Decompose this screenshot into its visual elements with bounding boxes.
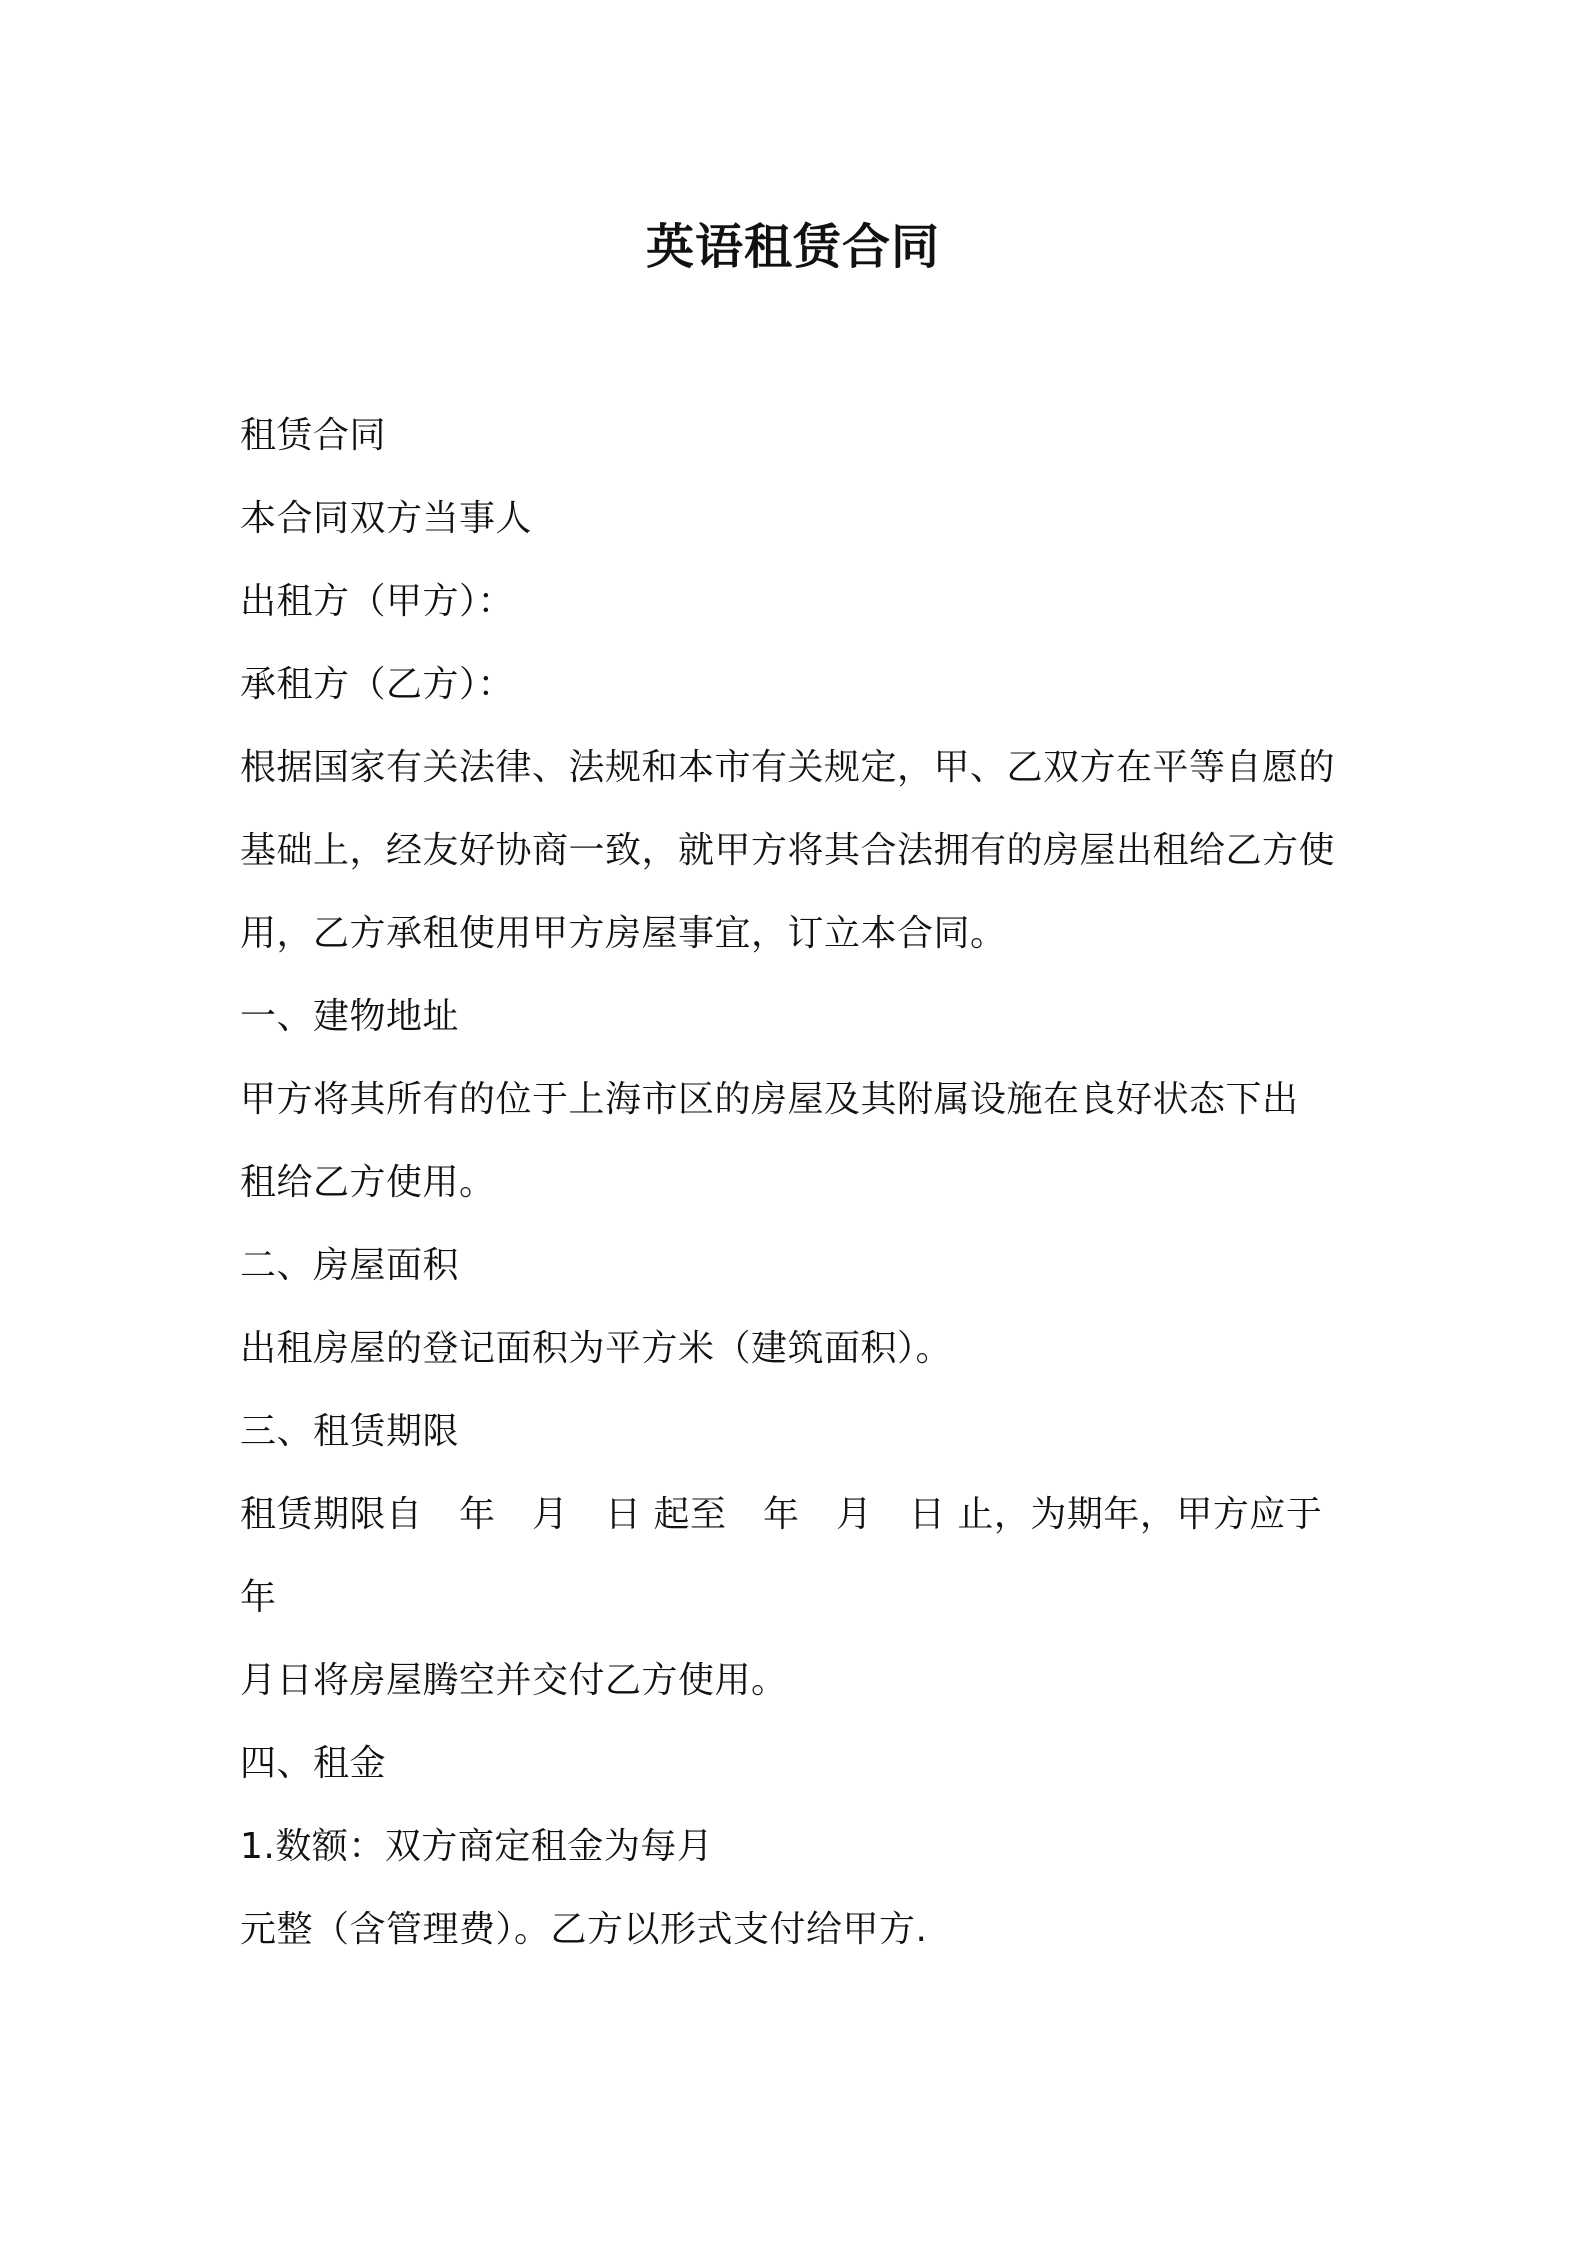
text-line: 根据国家有关法律、法规和本市有关规定，甲、乙双方在平等自愿的: [240, 747, 1336, 788]
text-line: 甲方将其所有的位于上海市区的房屋及其附属设施在良好状态下出: [240, 1079, 1299, 1120]
text-line: 租给乙方使用。: [240, 1162, 496, 1203]
text-line: 出租方（甲方）：: [240, 581, 515, 622]
text-line: 本合同双方当事人: [240, 498, 533, 539]
text-line: 租赁期限自 年 月 日 起至 年 月 日 止，为期年，甲方应于: [240, 1494, 1323, 1535]
section-heading: 四、租金: [240, 1743, 387, 1784]
document-body: [240, 408, 1360, 1985]
text-line: 基础上，经友好协商一致，就甲方将其合法拥有的房屋出租给乙方使: [240, 830, 1336, 871]
text-line: 1.数额：双方商定租金为每月: [240, 1826, 714, 1867]
text-line: 月日将房屋腾空并交付乙方使用。: [240, 1660, 788, 1701]
document-title: 英语租赁合同: [645, 219, 940, 275]
text-line: 承租方（乙方）：: [240, 664, 515, 705]
section-heading: 三、租赁期限: [240, 1411, 460, 1452]
section-heading: 二、房屋面积: [240, 1245, 460, 1286]
text-line: 用，乙方承租使用甲方房屋事宜，订立本合同。: [240, 913, 1007, 954]
section-heading: 一、建物地址: [240, 996, 460, 1037]
text-line: 年: [240, 1577, 277, 1618]
text-line: 元整（含管理费）。乙方以形式支付给甲方.: [240, 1909, 928, 1950]
text-line: 租赁合同: [240, 415, 387, 456]
text-line: 出租房屋的登记面积为平方米（建筑面积）。: [240, 1328, 953, 1369]
